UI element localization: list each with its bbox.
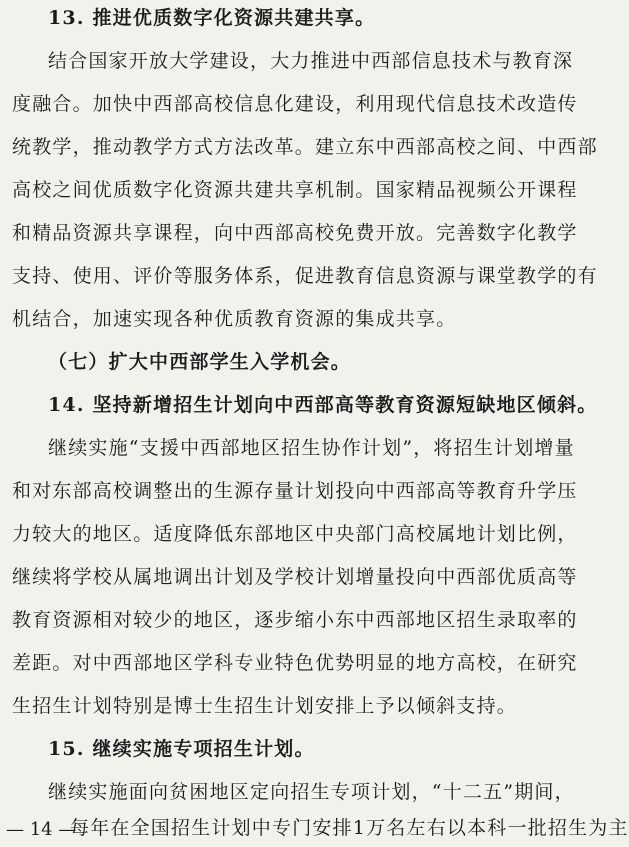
paragraph-line: 支持、使用、评价等服务体系，促进教育信息资源与课堂教学的有 — [12, 265, 598, 287]
paragraph-line: 高校之间优质数字化资源共建共享机制。国家精品视频公开课程 — [12, 179, 578, 201]
paragraph-line: 机结合，加速实现各种优质教育资源的集成共享。 — [12, 308, 457, 330]
section-heading-7: （七）扩大中西部学生入学机会。 — [48, 351, 352, 373]
paragraph-line: 和对东部高校调整出的生源存量计划投向中西部高等教育升学压 — [12, 480, 578, 502]
paragraph-line: 统教学，推动教学方式方法改革。建立东中西部高校之间、中西部 — [12, 136, 598, 158]
section-heading-15: 15. 继续实施专项招生计划。 — [48, 738, 315, 760]
paragraph-line: 差距。对中西部地区学科专业特色优势明显的地方高校，在研究 — [12, 652, 578, 674]
paragraph-line: 继续实施“支援中西部地区招生协作计划”，将招生计划增量 — [48, 437, 575, 459]
paragraph-line: 继续实施面向贫困地区定向招生专项计划，“十二五”期间， — [48, 781, 575, 803]
paragraph-line: 教育资源相对较少的地区，逐步缩小东中西部地区招生录取率的 — [12, 609, 578, 631]
paragraph-line: 度融合。加快中西部高校信息化建设，利用现代信息技术改造传 — [12, 93, 578, 115]
paragraph-line: 生招生计划特别是博士生招生计划安排上予以倾斜支持。 — [12, 695, 518, 717]
paragraph-line: 每年在全国招生计划中专门安排1万名左右以本科一批招生为主 — [70, 817, 629, 839]
paragraph-line: 和精品资源共享课程，向中西部高校免费开放。完善数字化教学 — [12, 222, 578, 244]
paragraph-line: 力较大的地区。适度降低东部地区中央部门高校属地计划比例， — [12, 523, 578, 545]
section-heading-14: 14. 坚持新增招生计划向中西部高等教育资源短缺地区倾斜。 — [48, 394, 598, 416]
section-heading-13: 13. 推进优质数字化资源共建共享。 — [48, 7, 376, 29]
paragraph-line: 结合国家开放大学建设，大力推进中西部信息技术与教育深 — [48, 50, 574, 72]
paragraph-line: 继续将学校从属地调出计划及学校计划增量投向中西部优质高等 — [12, 566, 578, 588]
page-number: — 14 — — [6, 819, 77, 840]
